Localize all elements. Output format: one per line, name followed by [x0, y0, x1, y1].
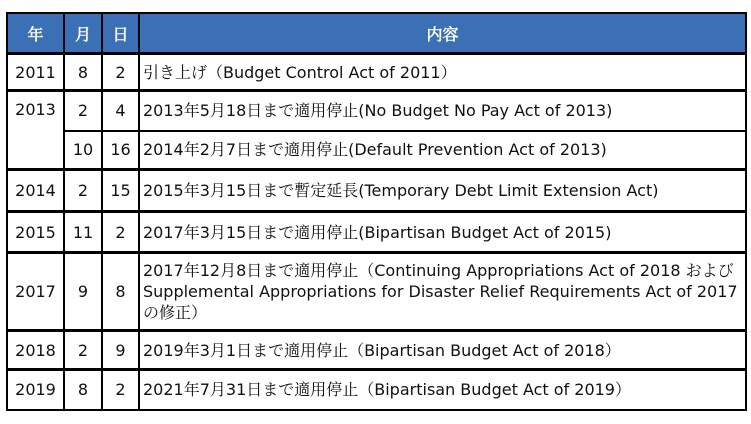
content-cell: 2014年2月7日まで適用停止(Default Prevention Act of 2013) — [139, 131, 746, 170]
table-row — [7, 170, 746, 212]
day-cell: 2 — [102, 370, 139, 410]
month-cell: 2 — [64, 91, 102, 131]
content-cell: 2019年3月1日まで適用停止（Bipartisan Budget Act of 2018） — [139, 331, 746, 370]
month-cell: 11 — [64, 212, 102, 253]
year-cell: 2013 — [7, 91, 64, 170]
year-cell: 2014 — [7, 170, 64, 212]
table-row — [7, 253, 746, 331]
year-cell: 2017 — [7, 253, 64, 331]
day-cell: 15 — [102, 170, 139, 212]
content-cell: 2013年5月18日まで適用停止(No Budget No Pay Act of 2013) — [139, 91, 746, 131]
content-cell: 2017年12月8日まで適用停止（Continuing Appropriations Act of 2018 および Supplemental Appropriations for Disaster Relief Requirements Act of 2017 の修正） — [139, 253, 746, 331]
year-cell: 2011 — [7, 54, 64, 91]
day-cell: 4 — [102, 91, 139, 131]
month-cell: 9 — [64, 253, 102, 331]
day-cell: 9 — [102, 331, 139, 370]
header-content: 内容 — [139, 13, 746, 54]
header-year: 年 — [7, 13, 64, 54]
debt-limit-table — [6, 12, 747, 411]
month-cell: 2 — [64, 331, 102, 370]
content-cell: 2021年7月31日まで適用停止（Bipartisan Budget Act of 2019） — [139, 370, 746, 410]
year-cell: 2019 — [7, 370, 64, 410]
content-cell: 2017年3月15日まで適用停止(Bipartisan Budget Act of 2015) — [139, 212, 746, 253]
table-row — [7, 131, 746, 170]
year-cell: 2018 — [7, 331, 64, 370]
day-cell: 16 — [102, 131, 139, 170]
month-cell: 10 — [64, 131, 102, 170]
table-row — [7, 212, 746, 253]
table-row — [7, 54, 746, 91]
header-day: 日 — [102, 13, 139, 54]
month-cell: 2 — [64, 170, 102, 212]
table-row — [7, 91, 746, 131]
table-row — [7, 331, 746, 370]
table-row — [7, 370, 746, 410]
year-cell: 2015 — [7, 212, 64, 253]
day-cell: 2 — [102, 212, 139, 253]
month-cell: 8 — [64, 54, 102, 91]
content-cell: 2015年3月15日まで暫定延長(Temporary Debt Limit Extension Act) — [139, 170, 746, 212]
day-cell: 8 — [102, 253, 139, 331]
header-row — [7, 13, 746, 54]
content-cell: 引き上げ（Budget Control Act of 2011） — [139, 54, 746, 91]
header-month: 月 — [64, 13, 102, 54]
day-cell: 2 — [102, 54, 139, 91]
month-cell: 8 — [64, 370, 102, 410]
